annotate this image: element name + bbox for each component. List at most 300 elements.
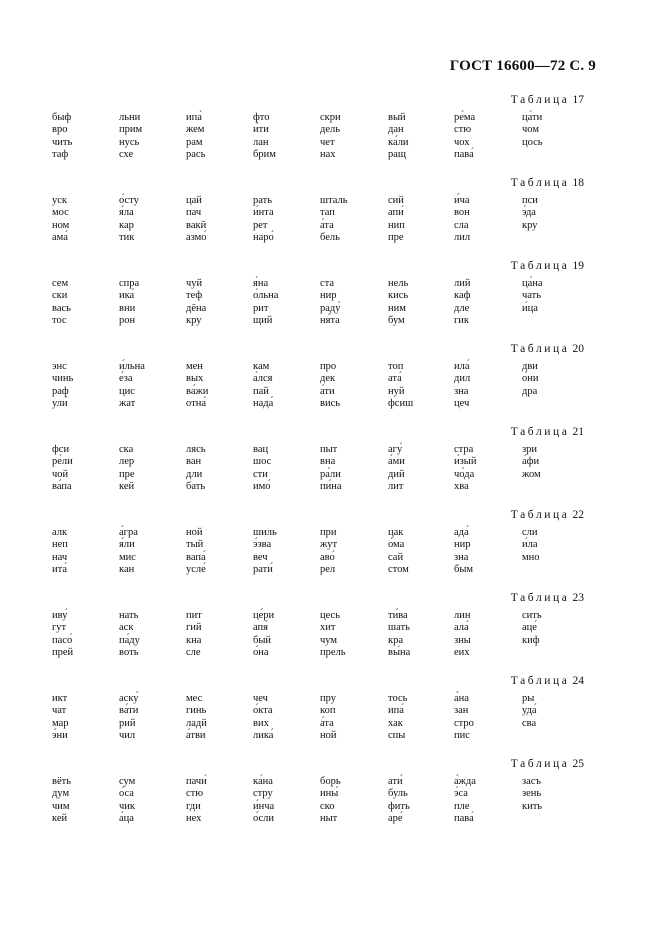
word-cell: льни	[119, 112, 141, 123]
word-column	[454, 278, 518, 328]
word-cell: нада́	[253, 398, 274, 410]
word-column	[119, 610, 183, 660]
word-cell: фто	[253, 112, 270, 123]
word-cell: засъ	[522, 776, 541, 787]
word-cell: ада́	[454, 527, 469, 538]
word-cell: икт	[52, 693, 68, 704]
word-cell: лил	[454, 232, 471, 244]
word-cell: гик	[454, 315, 470, 327]
word-cell: зень	[522, 788, 542, 800]
word-cell: цай	[186, 195, 202, 206]
word-column	[52, 693, 116, 743]
word-cell: сле	[186, 647, 201, 659]
word-cell: наро́	[253, 232, 274, 244]
word-cell: ныт	[320, 813, 338, 825]
word-cell: хит	[320, 622, 336, 634]
table-caption-word: Таблица	[510, 758, 570, 770]
word-cell: кам	[253, 361, 270, 372]
word-cell: вёть	[52, 776, 71, 787]
word-column	[186, 112, 250, 162]
word-column	[320, 361, 384, 411]
word-cell: пис	[454, 730, 470, 742]
word-cell: стру	[253, 788, 273, 800]
word-cell: а́тви	[186, 730, 206, 742]
word-cell: киф	[522, 634, 540, 646]
word-cell: ре́ли	[52, 456, 73, 468]
word-cell: пре	[388, 232, 404, 244]
table-caption	[511, 94, 584, 106]
table-caption	[511, 426, 584, 438]
word-table	[52, 758, 612, 836]
word-cell: це́ри	[253, 610, 275, 621]
word-cell: сем	[52, 278, 69, 289]
word-cell: дек	[320, 373, 336, 385]
word-cell: брим	[253, 149, 276, 161]
word-cell: буль	[388, 788, 408, 800]
word-cell: а́фи	[522, 456, 540, 468]
table-caption	[511, 177, 584, 189]
word-cell: ной	[186, 527, 203, 538]
word-column	[52, 361, 116, 411]
word-cell: бый	[253, 634, 272, 646]
word-cell: рет	[253, 219, 268, 231]
word-cell: аре́	[388, 813, 403, 825]
word-cell: мен	[186, 361, 203, 372]
word-column	[253, 527, 317, 577]
word-cell: чум	[320, 634, 338, 646]
word-cell: борь	[320, 776, 341, 787]
table-number: 23	[572, 592, 584, 604]
word-cell: и́ла	[522, 539, 538, 551]
word-cell: а́ца	[119, 813, 134, 825]
word-column	[388, 610, 452, 660]
word-column	[320, 527, 384, 577]
word-cell: усле́	[186, 564, 206, 576]
word-column	[522, 361, 586, 398]
word-cell: дил	[454, 373, 471, 385]
word-cell: азмо́	[186, 232, 207, 244]
word-column	[119, 278, 183, 328]
word-cell: ита́	[52, 564, 67, 576]
word-cell: пит	[186, 610, 202, 621]
word-cell: пачи́	[186, 776, 207, 787]
word-cell: стю	[454, 124, 472, 136]
word-cell: а́та	[320, 717, 334, 729]
word-cell: ины́	[320, 788, 339, 800]
word-cell: аво́	[320, 551, 335, 563]
word-cell: о́са	[119, 788, 134, 800]
word-column	[119, 527, 183, 577]
word-cell: сти	[253, 468, 268, 480]
word-cell: ата́	[388, 373, 402, 385]
word-cell: пи́на	[320, 481, 342, 493]
word-column	[186, 527, 250, 577]
word-column	[388, 444, 452, 494]
word-cell: чом	[522, 124, 539, 136]
table-number: 19	[572, 260, 584, 272]
word-table	[52, 426, 612, 504]
word-cell: ня́та	[320, 315, 340, 327]
word-cell: кись	[388, 290, 409, 302]
word-column	[320, 610, 384, 660]
word-cell: э́зва	[253, 539, 272, 551]
word-cell: и́ца	[522, 302, 538, 314]
word-column	[454, 693, 518, 743]
word-cell: энс	[52, 361, 67, 372]
word-cell: чить	[52, 136, 73, 148]
word-cell: ска	[119, 444, 134, 455]
word-cell: шиль	[253, 527, 277, 538]
word-column	[119, 195, 183, 245]
word-column	[454, 610, 518, 660]
table-caption-word: Таблица	[510, 177, 570, 189]
word-cell: схе	[119, 149, 134, 161]
word-cell: нать	[119, 610, 139, 621]
word-cell: вись	[320, 398, 341, 410]
word-cell: коп	[320, 705, 336, 717]
word-cell: рел	[320, 564, 336, 576]
word-cell: жем	[186, 124, 205, 136]
word-cell: э́са	[454, 788, 468, 800]
word-cell: вась	[52, 302, 71, 314]
word-cell: лика́	[253, 730, 274, 742]
word-cell: ва́жи	[186, 385, 209, 397]
word-cell: ван	[186, 456, 202, 468]
word-column	[388, 112, 452, 162]
word-column	[253, 278, 317, 328]
word-cell: э́да	[522, 207, 536, 219]
word-cell: ти́ва	[388, 610, 408, 621]
word-column	[522, 195, 586, 232]
word-cell: дле	[454, 302, 470, 314]
page-header: ГОСТ 16600—72 С. 9	[449, 58, 596, 74]
word-cell: чох	[454, 136, 470, 148]
word-column	[186, 693, 250, 743]
word-cell: хва	[454, 481, 469, 493]
word-cell: о́ни	[522, 373, 539, 385]
word-cell: ста	[320, 278, 335, 289]
word-cell: рон	[119, 315, 136, 327]
word-cell: рит	[253, 302, 269, 314]
word-cell: чеч	[253, 693, 268, 704]
word-column	[52, 527, 116, 577]
word-cell: мес	[186, 693, 203, 704]
word-cell: лий	[454, 278, 471, 289]
word-column	[454, 527, 518, 577]
word-cell: гди	[186, 800, 201, 812]
word-cell: фси	[52, 444, 70, 455]
word-cell: сла	[454, 219, 469, 231]
word-cell: нех	[186, 813, 202, 825]
word-cell: сий	[388, 195, 404, 206]
word-cell: ила́	[454, 361, 470, 372]
table-caption-word: Таблица	[510, 675, 570, 687]
word-cell: зна	[454, 385, 469, 397]
word-cell: э́ни	[52, 730, 68, 742]
word-cell: аце́	[522, 622, 537, 634]
table-caption-word: Таблица	[510, 592, 570, 604]
word-cell: кить	[522, 800, 543, 812]
table-caption	[511, 675, 584, 687]
word-cell: вни	[119, 302, 136, 314]
table-number: 17	[572, 94, 584, 106]
word-cell: ладй	[186, 717, 207, 729]
table-number: 22	[572, 509, 584, 521]
word-cell: тап	[320, 207, 335, 219]
word-cell: теф	[186, 290, 203, 302]
word-cell: чим	[52, 800, 70, 812]
word-cell: зри	[522, 444, 538, 455]
table-number: 20	[572, 343, 584, 355]
word-cell: зан	[454, 705, 469, 717]
word-cell: стом	[388, 564, 409, 576]
table-caption	[511, 509, 584, 521]
word-cell: сить	[522, 610, 542, 621]
word-cell: цеч	[454, 398, 470, 410]
word-cell: ва́па	[52, 481, 72, 493]
word-cell: жом	[522, 468, 541, 480]
word-cell: прим	[119, 124, 143, 136]
word-cell: лер	[119, 456, 135, 468]
word-cell: и́льна	[119, 361, 145, 372]
word-cell: ной	[320, 730, 337, 742]
word-cell: вакй	[186, 219, 207, 231]
word-cell: а́ти	[320, 385, 335, 397]
word-cell: я́ли	[119, 539, 135, 551]
word-cell: пру	[320, 693, 336, 704]
word-cell: цак	[388, 527, 404, 538]
word-column	[119, 776, 183, 826]
word-cell: ры	[522, 693, 535, 704]
word-cell: о́льна	[253, 290, 279, 302]
word-cell: а́ми	[388, 456, 405, 468]
word-cell: о́на	[253, 647, 269, 659]
word-cell: скри	[320, 112, 341, 123]
word-cell: ати́	[388, 776, 403, 787]
word-cell: я́на	[253, 278, 269, 289]
word-cell: каф	[454, 290, 471, 302]
table-caption-word: Таблица	[510, 260, 570, 272]
word-cell: сай	[388, 551, 404, 563]
word-column	[119, 444, 183, 494]
word-cell: ипа́	[388, 705, 404, 717]
word-cell: шать	[388, 622, 410, 634]
word-cell: нип	[388, 219, 405, 231]
word-cell: вы́на	[388, 647, 411, 659]
word-cell: ца́ти	[522, 112, 543, 123]
word-column	[388, 278, 452, 328]
word-cell: нель	[388, 278, 409, 289]
word-cell: ули́	[52, 398, 68, 410]
word-cell: нир	[454, 539, 471, 551]
word-column	[186, 444, 250, 494]
word-cell: стра	[454, 444, 474, 455]
word-cell: при	[320, 527, 337, 538]
word-cell: прель	[320, 647, 346, 659]
word-cell: тось	[388, 693, 408, 704]
word-cell: кра	[388, 634, 404, 646]
word-cell: аску́	[119, 693, 139, 704]
word-cell: гут	[52, 622, 67, 634]
word-cell: а́та	[320, 219, 334, 231]
word-cell: па́ду	[119, 634, 140, 646]
word-column	[454, 444, 518, 494]
word-column	[320, 278, 384, 328]
table-caption	[511, 592, 584, 604]
word-cell: рам	[186, 136, 203, 148]
word-cell: рать	[253, 195, 273, 206]
word-cell: шос	[253, 456, 272, 468]
word-column	[320, 112, 384, 162]
word-cell: еих	[454, 647, 470, 659]
word-cell: ама́	[52, 232, 68, 244]
word-cell: я́ла	[119, 207, 134, 219]
word-column	[52, 776, 116, 826]
word-cell: бель	[320, 232, 340, 244]
word-table	[52, 509, 612, 587]
word-cell: отна́	[186, 398, 206, 410]
word-cell: шталь	[320, 195, 348, 206]
word-cell: цис	[119, 385, 135, 397]
word-column	[522, 527, 586, 564]
word-column	[388, 776, 452, 826]
word-column	[186, 278, 250, 328]
word-cell: уск	[52, 195, 68, 206]
word-column	[52, 610, 116, 660]
word-column	[522, 693, 586, 730]
word-cell: кна	[186, 634, 202, 646]
word-cell: дум	[52, 788, 70, 800]
table-caption-word: Таблица	[510, 94, 570, 106]
word-cell: о́ма	[388, 539, 405, 551]
word-cell: аск	[119, 622, 134, 634]
word-cell: алк	[52, 527, 68, 538]
word-cell: нир	[320, 290, 337, 302]
word-cell: о́кта	[253, 705, 273, 717]
word-cell: хак	[388, 717, 403, 729]
word-cell: сум	[119, 776, 136, 787]
word-column	[52, 278, 116, 328]
word-cell: пава́	[454, 813, 474, 825]
word-cell: а́жда	[454, 776, 476, 787]
word-column	[454, 361, 518, 411]
word-cell: бым	[454, 564, 474, 576]
word-cell: апя́	[253, 622, 268, 634]
word-cell: имо́	[253, 481, 271, 493]
word-cell: ца́на	[522, 278, 543, 289]
word-cell: цось	[522, 136, 543, 148]
word-table	[52, 94, 612, 172]
word-cell: кру	[186, 315, 202, 327]
word-cell: дли	[186, 468, 203, 480]
table-caption-word: Таблица	[510, 426, 570, 438]
table-caption-word: Таблица	[510, 509, 570, 521]
word-cell: дан	[388, 124, 404, 136]
word-cell: кан	[119, 564, 135, 576]
word-cell: неп	[52, 539, 68, 551]
table-number: 18	[572, 177, 584, 189]
word-cell: мар	[52, 717, 69, 729]
word-cell: чой	[52, 468, 69, 480]
word-column	[388, 527, 452, 577]
word-cell: бать	[186, 481, 206, 493]
word-cell: ва́ти	[119, 705, 139, 717]
word-column	[52, 195, 116, 245]
word-cell: рати́	[253, 564, 273, 576]
word-cell: ка́ли	[388, 136, 409, 148]
word-table	[52, 343, 612, 421]
word-column	[253, 444, 317, 494]
table-caption	[511, 260, 584, 272]
word-cell: пыт	[320, 444, 338, 455]
word-cell: чил	[119, 730, 136, 742]
word-cell: мис	[119, 551, 136, 563]
word-column	[186, 195, 250, 245]
word-column	[119, 693, 183, 743]
word-column	[253, 112, 317, 162]
word-cell: вац	[253, 444, 269, 455]
word-column	[388, 693, 452, 743]
word-cell: апи́	[388, 207, 404, 219]
word-column	[253, 361, 317, 411]
word-column	[454, 776, 518, 826]
table-number: 24	[572, 675, 584, 687]
word-cell: спы	[388, 730, 406, 742]
word-cell: а́гра	[119, 527, 138, 538]
word-cell: иву́	[52, 610, 68, 621]
table-number: 25	[572, 758, 584, 770]
word-cell: гинь	[186, 705, 207, 717]
word-cell: ращ	[388, 149, 406, 161]
word-cell: вна	[320, 456, 336, 468]
word-cell: чат	[52, 705, 67, 717]
word-cell: чик	[119, 800, 136, 812]
word-cell: пле	[454, 800, 470, 812]
word-cell: стю	[186, 788, 204, 800]
word-cell: зны	[454, 634, 471, 646]
word-column	[522, 112, 586, 149]
word-cell: уда́	[522, 705, 537, 717]
word-cell: дий	[388, 468, 405, 480]
word-cell: агу́	[388, 444, 403, 455]
word-cell: кей	[119, 481, 135, 493]
word-cell: ка́на	[253, 776, 273, 787]
word-column	[253, 195, 317, 245]
word-cell: чинь	[52, 373, 74, 385]
word-table	[52, 675, 612, 753]
word-cell: мос	[52, 207, 69, 219]
word-cell: е́за	[119, 373, 133, 385]
word-column	[320, 444, 384, 494]
word-column	[388, 195, 452, 245]
word-cell: рий	[119, 717, 136, 729]
word-cell: тос	[52, 315, 67, 327]
word-cell: лан	[253, 136, 269, 148]
word-cell: зна	[454, 551, 469, 563]
word-cell: ала́	[454, 622, 469, 634]
word-cell: чет	[320, 136, 335, 148]
word-cell: и́зый	[454, 456, 477, 468]
word-cell: пава́	[454, 149, 474, 161]
word-cell: дёна	[186, 302, 207, 314]
word-cell: таф	[52, 149, 69, 161]
word-cell: кру	[522, 219, 538, 231]
table-caption	[511, 758, 584, 770]
word-cell: дви	[522, 361, 538, 372]
table-caption	[511, 343, 584, 355]
word-column	[522, 278, 586, 315]
word-cell: нуй	[388, 385, 405, 397]
